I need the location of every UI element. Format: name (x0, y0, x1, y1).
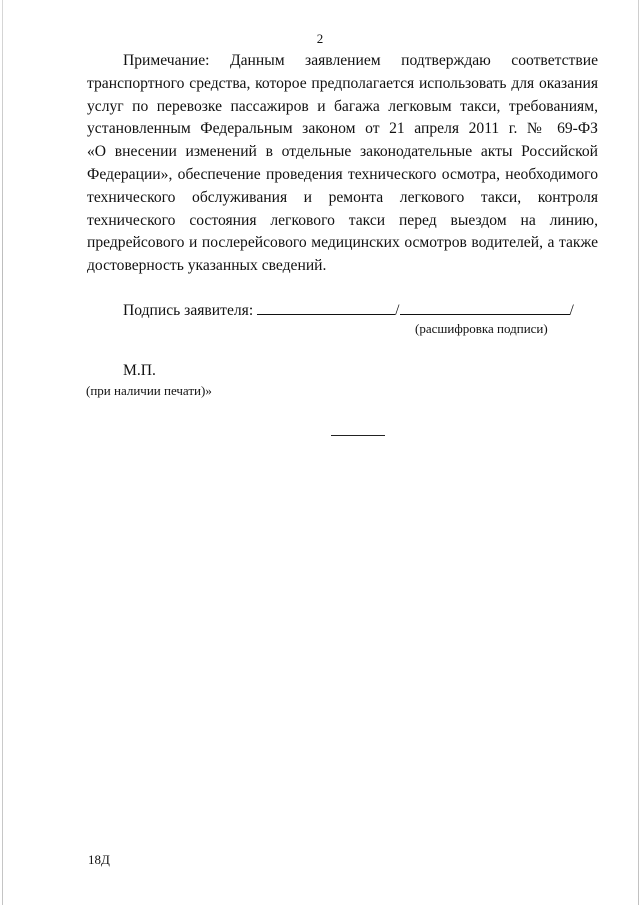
note-line: достоверность указанных сведений. (87, 257, 327, 275)
note-line: «О внесении изменений в отдельные законодательные акты Российской (87, 143, 598, 161)
signature-separator: / (395, 302, 400, 319)
stamp-caption: (при наличии печати)» (86, 383, 212, 398)
signature-transcript-blank-line (400, 300, 570, 315)
stamp-label: М.П. (123, 362, 156, 379)
signature-transcript-caption: (расшифровка подписи) (415, 321, 548, 336)
note-paragraph (87, 50, 598, 278)
note-line: технического обслуживания и ремонта легкового такси, контроля (87, 188, 598, 206)
signature-separator-end: / (569, 302, 574, 319)
note-line: предрейсового и послерейсового медицинских осмотров водителей, а также (87, 234, 598, 252)
scan-edge-left (2, 0, 3, 905)
signature-blank-line (257, 300, 395, 315)
end-of-document-rule (331, 435, 385, 436)
note-line: установленным Федеральным законом от 21 апреля 2011 г. № 69-ФЗ (87, 120, 598, 138)
scan-edge-right (638, 0, 639, 905)
note-line: Примечание: Данным заявлением подтверждаю соответствие (123, 52, 598, 69)
signature-label: Подпись заявителя: (123, 302, 254, 319)
signature-row (123, 300, 593, 321)
note-line: транспортного средства, которое предполагается использовать для оказания (87, 74, 598, 92)
note-line: Федерации», обеспечение проведения технического осмотра, необходимого (87, 165, 598, 183)
page-number: 2 (316, 31, 324, 46)
note-line: технического состояния легкового такси перед выездом на линию, (87, 211, 598, 229)
footer-code: 18Д (88, 852, 110, 867)
note-line: услуг по перевозке пассажиров и багажа легковым такси, требованиям, (87, 97, 598, 115)
